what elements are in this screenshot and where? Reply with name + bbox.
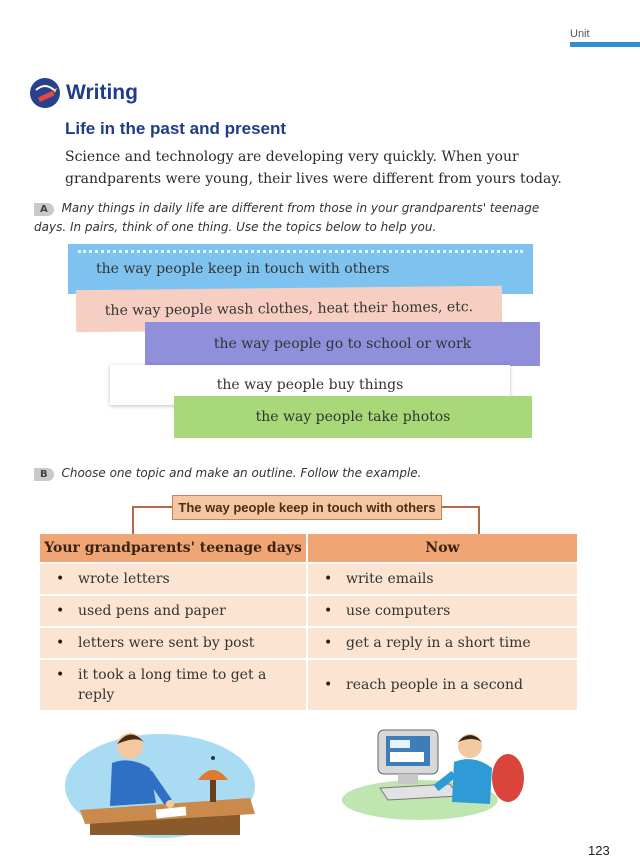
- table-header-row: [40, 534, 577, 562]
- man-writing-letter-illustration: [60, 718, 270, 847]
- past-cell: • letters were sent by post: [40, 626, 308, 658]
- past-cell: • wrote letters: [40, 562, 308, 594]
- task-a: [34, 199, 564, 237]
- unit-label: Unit: [570, 28, 590, 40]
- unit-accent-bar: [570, 42, 640, 47]
- topic-strip: the way people keep in touch with others: [68, 244, 533, 294]
- outline-table: [40, 534, 577, 710]
- outline-connector-right: [442, 506, 480, 534]
- task-b: [34, 464, 564, 483]
- table-row: [40, 658, 577, 710]
- table-row: [40, 562, 577, 594]
- intro-paragraph: Science and technology are developing very quickly. When your grandparents were young, their lives were different from yours today.: [65, 149, 562, 187]
- task-a-tag: A: [34, 203, 54, 216]
- past-cell: • it took a long time to get a reply: [40, 658, 308, 710]
- page-number: 123: [588, 843, 610, 858]
- topic-strip: the way people buy things: [110, 365, 510, 405]
- section-title: Writing: [66, 81, 138, 104]
- topic-strip: the way people go to school or work: [145, 322, 540, 366]
- column-header-past: Your grandparents' teenage days: [40, 534, 308, 562]
- topic-strip: the way people wash clothes, heat their homes, etc.: [76, 286, 502, 332]
- task-b-text: Choose one topic and make an outline. Follow the example.: [61, 466, 422, 480]
- now-cell: • reach people in a second: [308, 658, 577, 710]
- outline-topic-title: The way people keep in touch with others: [172, 495, 442, 520]
- pencil-icon: [30, 78, 60, 108]
- past-cell: • used pens and paper: [40, 594, 308, 626]
- table-row: [40, 626, 577, 658]
- now-cell: • get a reply in a short time: [308, 626, 577, 658]
- now-cell: • use computers: [308, 594, 577, 626]
- boy-using-computer-illustration: [340, 722, 530, 826]
- topic-strip: the way people take photos: [174, 396, 532, 438]
- task-b-tag: B: [34, 468, 54, 481]
- writing-section-header: [30, 78, 138, 108]
- table-row: [40, 594, 577, 626]
- task-a-text: Many things in daily life are different from those in your grandparents' teenage days. In pairs, think of one thing. Use the topics below to help you.: [34, 201, 540, 234]
- outline-connector-left: [132, 506, 172, 534]
- lesson-subtitle: Life in the past and present: [65, 119, 287, 138]
- now-cell: • write emails: [308, 562, 577, 594]
- column-header-now: Now: [308, 534, 577, 562]
